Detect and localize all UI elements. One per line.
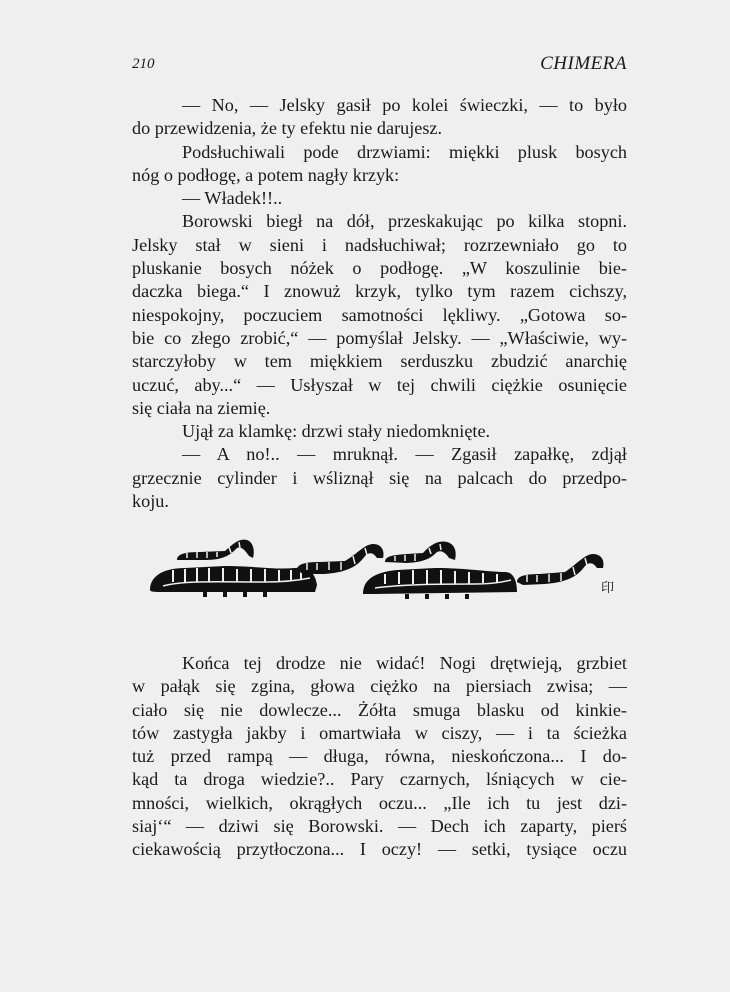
running-title: CHIMERA [540, 53, 627, 74]
text-line: w pałąk się zgina, głowa ciężko na piersiach zwisa; — [132, 676, 627, 697]
text-line: koju. [132, 491, 169, 512]
caterpillar-medium-1 [297, 544, 384, 574]
text-line: Borowski biegł na dół, przeskakując po kilka stopni. [182, 211, 627, 232]
text-line: do przewidzenia, że ty efektu nie darujesz. [132, 118, 443, 139]
text-line: nóg o podłogę, a potem nagły krzyk: [132, 164, 400, 185]
text-line: siaj‘“ — dziwi się Borowski. — Dech ich zaparty, pierś [132, 816, 627, 837]
text-line: tów zastygła jakby i omartwiała w ciszy, — i ta ścieżka [132, 722, 627, 743]
text-line: ciekawością przytłoczona... I oczy! — setki, tysiące oczu [132, 839, 627, 860]
caterpillar-large-2 [363, 568, 517, 599]
text-line: niespokojny, poczuciem samotności lękliwy. „Gotowa so- [132, 304, 627, 325]
text-line: grzecznie cylinder i wśliznął się na palcach do przedpo- [132, 467, 627, 488]
text-line: pluskanie bosych nóżek o podłogę. „W koszulinie bie- [132, 258, 627, 279]
text-section-2 [132, 652, 627, 862]
text-line: — A no!.. — mruknął. — Zgasił zapałkę, zdjął [182, 444, 627, 465]
text-line: ciało się nie dowlecze... Żółta smuga blasku od kinkie- [132, 699, 627, 720]
text-line: starczyłoby w tem miękkiem serduszku zbudzić anarchię [132, 351, 627, 372]
text-line: — No, — Jelsky gasił po kolei świeczki, — to było [182, 95, 627, 115]
page-header [132, 50, 627, 80]
page-number: 210 [132, 56, 155, 72]
caterpillar-large-1 [150, 566, 317, 597]
text-line: — Władek!!.. [182, 188, 283, 209]
text-line: mności, wielkich, okrągłych oczu... „Ile ich tu jest dzi- [132, 792, 627, 813]
text-line: Ujął za klamkę: drzwi stały niedomknięte. [182, 421, 491, 442]
text-line: bie co złego zrobić,“ — pomyślał Jelsky. — „Właściwie, wy- [132, 327, 627, 348]
text-line: uczuć, aby...“ — Usłyszał w tej chwili ciężkie osunięcie [132, 374, 627, 395]
text-line: tuż przed rampą — długa, równa, nieskończona... I do- [132, 746, 627, 767]
caterpillar-medium-2 [517, 554, 604, 585]
caterpillar-vignette [145, 530, 635, 610]
text-line: Podsłuchiwali pode drzwiami: miękki plusk bosych [182, 141, 627, 162]
artist-monogram: 印 [601, 581, 615, 596]
text-line: daczka biega.“ I znowuż krzyk, tylko tym razem cichszy, [132, 281, 627, 302]
caterpillar-small-1 [177, 540, 254, 560]
text-section-1 [132, 94, 627, 513]
text-line: się ciała na ziemię. [132, 397, 271, 418]
text-line: kąd ta droga wiedzie?.. Pary czarnych, lśniących w cie- [132, 769, 627, 790]
text-line: Jelsky stał w sieni i nadsłuchiwał; rozrzewniało go to [132, 234, 627, 255]
caterpillar-small-2 [385, 541, 456, 563]
text-line: Końca tej drodze nie widać! Nogi drętwieją, grzbiet [182, 653, 627, 673]
